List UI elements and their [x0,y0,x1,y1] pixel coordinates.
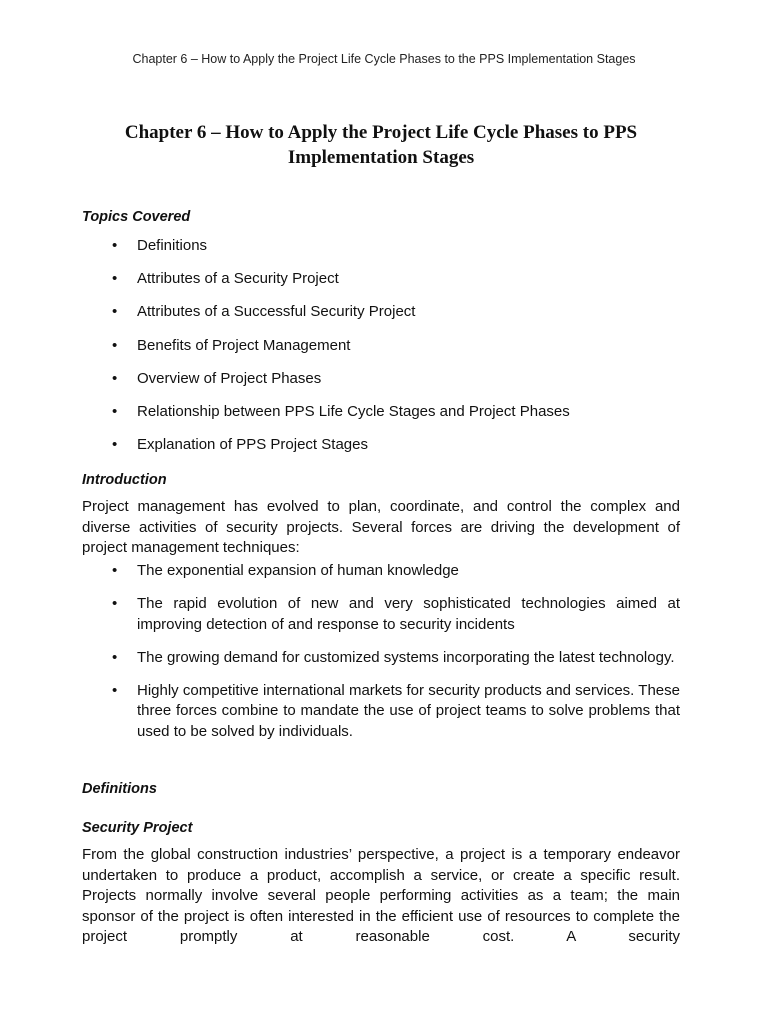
introduction-heading: Introduction [82,472,167,488]
force-item-markets: • Highly competitive international markets for security products and services. These three forces combine to mandate the use of project teams to solve problems that used to be solved by individuals. [82,681,680,743]
topic-item-benefits: • Benefits of Project Management [82,336,680,369]
running-header: Chapter 6 – How to Apply the Project Life Cycle Phases to the PPS Implementation Stages [132,52,636,66]
introduction-paragraph: Project management has evolved to plan, coordinate, and control the complex and diverse activities of security projects. Several forces are driving the development of project management techniques: [82,498,680,556]
chapter-title [80,120,682,170]
topic-item-explanation: • Explanation of PPS Project Stages [82,435,680,468]
force-item-technologies: • The rapid evolution of new and very sophisticated technologies aimed at improving detection of and response to security incidents [82,594,680,635]
topic-item-overview-phases: • Overview of Project Phases [82,369,680,402]
topic-item-attributes-security-project: • Attributes of a Security Project [82,269,680,302]
security-project-heading: Security Project [82,820,193,836]
definitions-heading: Definitions [82,781,157,797]
force-item-knowledge: • The exponential expansion of human knowledge [82,561,680,582]
topic-item-relationship: • Relationship between PPS Life Cycle Stages and Project Phases [82,402,680,435]
security-project-paragraph: From the global construction industries’ perspective, a project is a temporary endeavor undertaken to produce a product, accomplish a service, or create a specific result. Projects normally involve several people performing activities as a team; the main sponsor of the project is often interested in the efficient use of resources to complete the project promptly at reasonable cost. A security [82,846,680,945]
topics-covered-heading: Topics Covered [82,209,191,225]
chapter-title-line-2: Implementation Stages [287,147,475,168]
force-item-customized-systems: • The growing demand for customized systems incorporating the latest technology. [82,648,680,669]
topics-list [82,236,680,468]
topic-item-definitions: • Definitions [82,236,680,269]
topic-item-attributes-successful-project: • Attributes of a Successful Security Project [82,302,680,335]
chapter-title-line-1: Chapter 6 – How to Apply the Project Life Cycle Phases to PPS [124,122,638,143]
driving-forces-list [82,561,680,742]
